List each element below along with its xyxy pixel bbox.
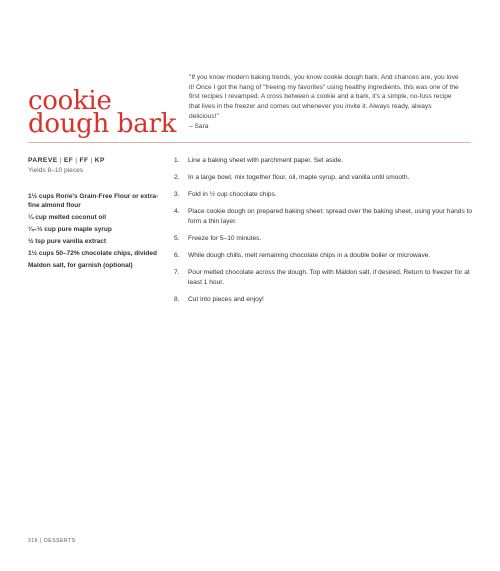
- instruction-step: [174, 173, 474, 183]
- tag-kp: KP: [94, 157, 105, 164]
- ingredient-item: Maldon salt, for garnish (optional): [28, 261, 133, 269]
- tag-separator: |: [90, 157, 93, 164]
- instruction-step: [174, 268, 474, 288]
- step-text: In a large bowl, mix together flour, oil, maple syrup, and vanilla until smooth.: [188, 174, 410, 181]
- ingredient-item: ½ tsp pure vanilla extract: [28, 238, 107, 246]
- step-text: Freeze for 5–10 minutes.: [188, 235, 262, 242]
- tag-ef: EF: [63, 157, 74, 164]
- step-text: Line a baking sheet with parchment paper. Set aside.: [188, 157, 344, 164]
- ingredient-list: [28, 192, 163, 273]
- footer-separator: |: [40, 538, 43, 544]
- tag-separator: |: [59, 157, 62, 164]
- ingredient-item: ¼–⅓ cup pure maple syrup: [28, 226, 112, 234]
- step-number: 8.: [174, 296, 180, 303]
- ingredient-item: ¼ cup melted coconut oil: [28, 214, 107, 222]
- step-text: Cut into pieces and enjoy!: [188, 296, 264, 303]
- instruction-step: [174, 234, 474, 244]
- step-text: While dough chills, melt remaining chocolate chips in a double boiler or microwave.: [188, 252, 431, 259]
- instruction-step: [174, 251, 474, 261]
- yield-text: Yields 8–10 pieces: [28, 167, 84, 174]
- step-number: 1.: [174, 157, 180, 164]
- dietary-tags: [28, 157, 105, 164]
- step-text: Pour melted chocolate across the dough. Top with Maldon salt, if desired. Return to freezer for at least 1 hour.: [188, 269, 470, 286]
- recipe-title-line-2: dough bark: [28, 109, 177, 139]
- tag-pareve: PAREVE: [28, 157, 58, 164]
- section-name: DESSERTS: [44, 538, 76, 544]
- instruction-list: [174, 156, 474, 312]
- header-divider: [28, 142, 471, 143]
- step-number: 2.: [174, 174, 180, 181]
- instruction-step: [174, 156, 474, 166]
- tag-separator: |: [75, 157, 78, 164]
- tag-ff: FF: [79, 157, 89, 164]
- step-number: 3.: [174, 191, 180, 198]
- ingredient-item: 1½ cups 50–72% chocolate chips, divided: [28, 250, 157, 258]
- step-number: 7.: [174, 269, 180, 276]
- step-text: Place cookie dough on prepared baking sheet; spread over the baking sheet, using your hands to form a thin layer.: [188, 208, 473, 225]
- intro-quote-text: "If you know modern baking trends, you know cookie dough bark. And chances are, you love it! Once I got the hang of "freeing my favorites" using healthy ingredients, this was one of the first recipes I revamped. A cross between a cookie and a bark, it's a simple, no-fuss recipe that lives in the freezer and comes out whenever you invite it. Always ready, always delicious!": [189, 74, 459, 120]
- instruction-step: [174, 190, 474, 200]
- page-number: 316: [28, 538, 39, 544]
- page-footer: [28, 538, 76, 544]
- step-number: 4.: [174, 208, 180, 215]
- intro-quote: [189, 73, 459, 131]
- instruction-step: [174, 207, 474, 227]
- instruction-step: [174, 295, 474, 305]
- step-number: 6.: [174, 252, 180, 259]
- step-text: Fold in ½ cup chocolate chips.: [188, 191, 277, 198]
- intro-quote-attribution: – Sara: [189, 122, 209, 130]
- recipe-title-line-1: cookie: [28, 86, 112, 116]
- ingredient-item: 1½ cups Rorie's Grain-Free Flour or extra-fine almond flour: [28, 193, 159, 210]
- recipe-title: [28, 86, 177, 139]
- step-number: 5.: [174, 235, 180, 242]
